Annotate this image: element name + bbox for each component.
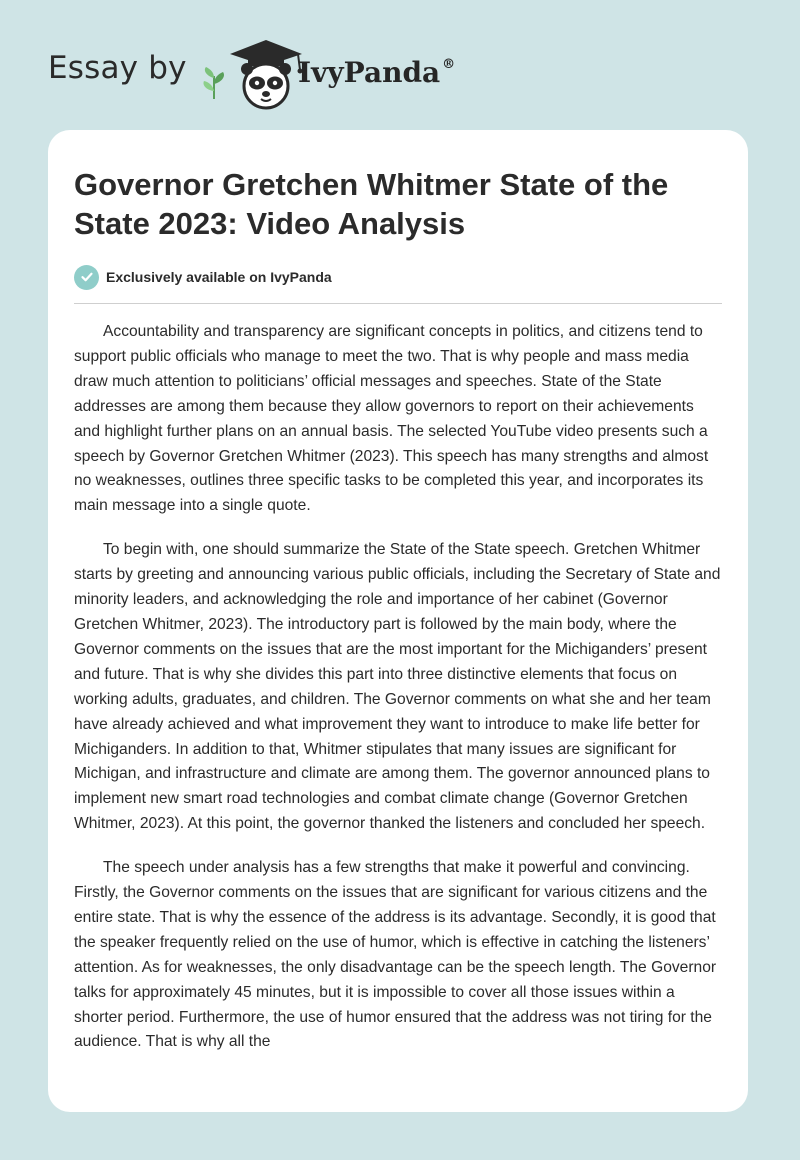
brand-name-text: IvyPanda (298, 56, 441, 89)
exclusive-badge-text: Exclusively available on IvyPanda (106, 269, 332, 285)
essay-by-label: Essay by (48, 50, 187, 86)
essay-title: Governor Gretchen Whitmer State of the State 2023: Video Analysis (74, 167, 669, 241)
site-header (48, 36, 548, 112)
check-circle-icon (74, 265, 99, 290)
exclusive-badge (74, 264, 332, 290)
registered-mark: ® (442, 56, 456, 72)
essay-body (74, 320, 724, 1074)
paragraph-2: To begin with, one should summarize the State of the State speech. Gretchen Whitmer starts by greeting and announcing various public officials, including the Secretary of State and minority leaders, and acknowledging the role and importance of her cabinet (Governor Gretchen Whitmer, 2023). The introductory part is followed by the main body, where the Governor comments on the issues that are the most important for the Michiganders’ present and future. That is why she divides this part into three distinctive elements that focus on working adults, graduates, and children. The Governor comments on what she and her team have already achieved and what improvement they want to introduce to make life better for Michiganders. In addition to that, Whitmer stipulates that many issues are significant for Michigan, and infrastructure and climate are among them. The governor announced plans to implement new smart road technologies and combat climate change (Governor Gretchen Whitmer, 2023). At this point, the governor thanked the listeners and concluded her speech. (74, 541, 721, 833)
title-divider (74, 303, 722, 304)
paragraph-3: The speech under analysis has a few strengths that make it powerful and convincing. Firstly, the Governor comments on the issues that are significant for various citizens and the entire state. That is why the essence of the address is its advantage. Secondly, it is good that the speaker frequently relied on the use of humor, which is effective in catching the listeners’ attention. As for weaknesses, the only disadvantage can be the speech length. The Governor talks for approximately 45 minutes, but it is impossible to cover all those issues within a shorter period. Furthermore, the use of humor ensured that the address was not tiring for the audience. That is why all the (74, 859, 717, 1051)
paragraph-1: Accountability and transparency are significant concepts in politics, and citizens tend to support public officials who manage to meet the two. That is why people and mass media draw much attention to politicians’ official messages and speeches. State of the State addresses are among them because they allow governors to report on their achievements and highlight further plans on an annual basis. The selected YouTube video presents such a speech by Governor Gretchen Whitmer (2023). This speech has many strengths and almost no weaknesses, outlines three specific tasks to be completed this year, and incorporates its main message into a single quote. (74, 323, 709, 515)
brand-name[interactable] (298, 56, 455, 89)
essay-card (48, 130, 748, 1112)
